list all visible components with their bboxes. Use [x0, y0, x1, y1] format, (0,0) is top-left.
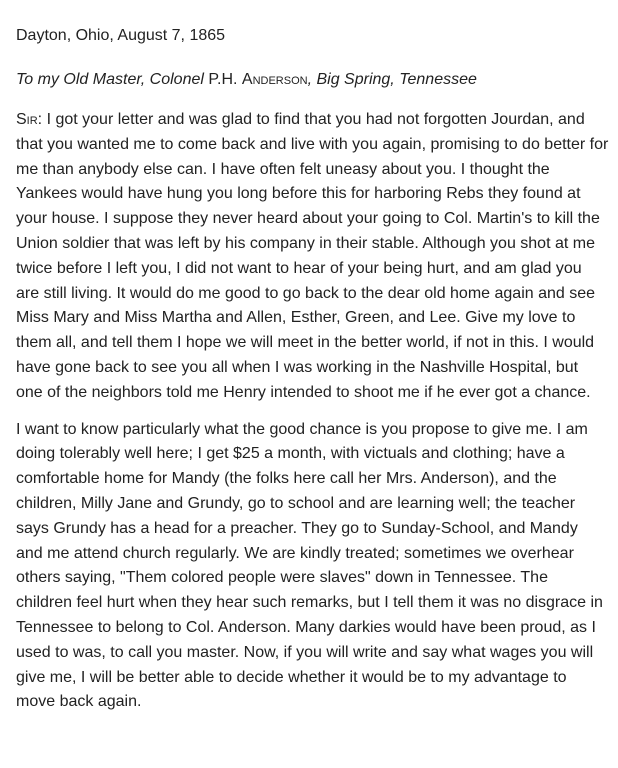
paragraph-1-line: Union soldier that was left by his company in their stable. Although you shot at me	[16, 234, 595, 252]
paragraph-2-line: children feel hurt when they hear such remarks, but I tell them it was no disgrace in	[16, 594, 603, 612]
paragraph-1-line: them all, and tell them I hope we will meet in the better world, if not in this. I would	[16, 334, 595, 352]
paragraph-1-line: Miss Mary and Miss Martha and Allen, Esther, Green, and Lee. Give my love to	[16, 309, 576, 327]
paragraph-2-line: I want to know particularly what the good chance is you propose to give me. I am	[16, 420, 588, 438]
paragraph-2-line: used to was, to call you master. Now, if you will write and say what wages you will	[16, 643, 594, 661]
address-line	[16, 68, 610, 92]
paragraph-2-line: doing tolerably well here; I get $25 a month, with victuals and clothing; have a	[16, 445, 565, 463]
address-surname: Anderson	[241, 71, 308, 88]
address-recipient-prefix: To my Old Master, Colonel	[16, 71, 204, 88]
paragraph-2-line: move back again.	[16, 693, 142, 711]
paragraph-1-line: are still living. It would do me good to go back to the dear old home again and see	[16, 284, 596, 302]
address-place: , Big Spring, Tennessee	[307, 71, 477, 88]
paragraph-2-line: Tennessee to belong to Col. Anderson. Many darkies would have been proud, as I	[16, 618, 596, 636]
paragraph-1-line: Yankees would have hung you long before this for harboring Rebs they found at	[16, 185, 581, 203]
paragraph-1-line: twice before I left you, I did not want to hear of your being hurt, and am glad you	[16, 259, 582, 277]
salutation: Sir:	[16, 111, 43, 128]
paragraph-2-line: others saying, "Them colored people were slaves" down in Tennessee. The	[16, 569, 548, 587]
paragraph-2-line: and me attend church regularly. We are kindly treated; sometimes we overhear	[16, 544, 574, 562]
address-initials: P.H.	[208, 71, 238, 88]
paragraph-2-line: give me, I will be better able to decide whether it would be to my advantage to	[16, 668, 567, 686]
paragraph-2	[16, 418, 610, 716]
paragraph-1-line: me than anybody else can. I have often felt uneasy about you. I thought the	[16, 160, 550, 178]
paragraph-1-first-line-text: I got your letter and was glad to find that you had not forgotten Jourdan, and	[42, 111, 585, 128]
paragraph-1-line: that you wanted me to come back and live with you again, promising to do better for	[16, 135, 609, 153]
dateline: Dayton, Ohio, August 7, 1865	[16, 27, 226, 44]
paragraph-1-line	[16, 108, 610, 133]
paragraph-2-line: children, Milly Jane and Grundy, go to school and are learning well; the teacher	[16, 494, 576, 512]
paragraph-1-line: have gone back to see you all when I was working in the Nashville Hospital, but	[16, 358, 579, 376]
paragraph-2-line: says Grundy has a head for a preacher. They go to Sunday-School, and Mandy	[16, 519, 578, 537]
paragraph-1-line: one of the neighbors told me Henry intended to shoot me if he ever got a chance.	[16, 383, 591, 401]
paragraph-1-line: your house. I suppose they never heard about your going to Col. Martin's to kill the	[16, 210, 600, 228]
paragraph-2-line: comfortable home for Mandy (the folks here call her Mrs. Anderson), and the	[16, 470, 557, 488]
paragraph-1	[16, 108, 610, 406]
